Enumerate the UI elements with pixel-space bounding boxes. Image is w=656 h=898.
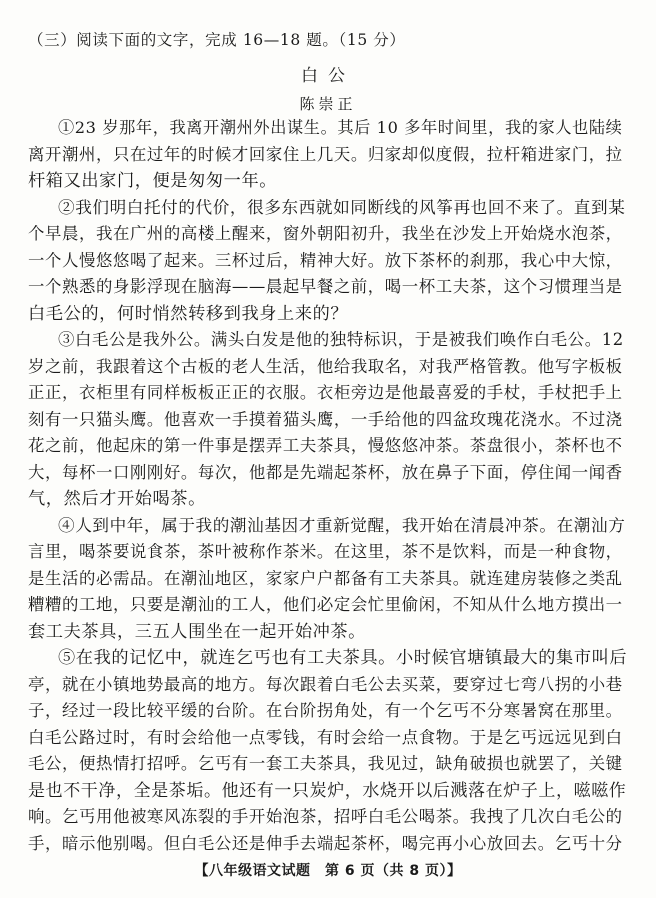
text-line: 套工夫茶具，三五人围坐在一起开始冲茶。 <box>28 621 366 642</box>
text-line: 是生活的必需品。在潮汕地区，家家户户都备有工夫茶具。就连建房装修之类乱 <box>28 568 623 588</box>
text-line: 离开潮州，只在过年的时候才回家住上几天。归家却似度假，拉杆箱进家门，拉 <box>28 144 623 164</box>
text-line: 是也不干净，全是茶垢。他还有一只炭炉，水烧开以后溅落在炉子上，嗞嗞作 <box>28 780 627 801</box>
text-line: 一个人慢悠悠喝了起来。三杯过后，精神大好。放下茶杯的刹那，我心中大惊， <box>28 250 623 270</box>
text-line: 个早晨，我在广州的高楼上醒来，窗外朝阳初升，我坐在沙发上开始烧水泡茶， <box>28 224 623 243</box>
text-line: 言里，喝茶要说食茶，茶叶被称作茶米。在这里，茶不是饮料，而是一种食物， <box>28 542 623 561</box>
page-footer: 【八年级语文试题 第 6 页（共 8 页）】 <box>194 863 462 879</box>
text-line: 糟糟的工地，只要是潮汕的工人，他们必定会忙里偷闲，不知从什么地方摸出一 <box>28 595 623 614</box>
text-line: ④人到中年，属于我的潮汕基因才重新觉醒，我开始在清晨冲茶。在潮汕方 <box>58 515 626 535</box>
article-author: 陈崇正 <box>299 95 357 113</box>
text-line: 响。乞丐用他被寒风冻裂的手开始泡茶，招呼白毛公喝茶。我拽了几次白毛公的 <box>28 807 623 826</box>
text-line: 白毛公的，何时悄然转移到我身上来的？ <box>28 303 349 324</box>
section-heading: （三）阅读下面的文字，完成 16—18 题。（15 分） <box>28 31 406 49</box>
text-line: 杆箱又出家门，便是匆匆一年。 <box>28 171 278 191</box>
text-line: 岁之前，我跟着这个古板的老人生活，他给我取名，对我严格管教。他写字板板 <box>28 356 623 376</box>
text-line: 气，然后才开始喝茶。 <box>28 489 206 509</box>
text-line: 正正，衣柜里有同样板板正正的衣服。衣柜旁边是他最喜爱的手杖，手杖把手上 <box>28 383 623 402</box>
text-line: 大，每杯一口刚刚好。每次，他都是先端起茶杯，放在鼻子下面，停住闻一闻香 <box>28 462 623 482</box>
text-line: 亭，就在小镇地势最高的地方。每次跟着白毛公去买菜，要穿过七弯八拐的小巷 <box>28 674 623 694</box>
text-line: ①23 岁那年，我离开潮州外出谋生。其后 10 多年时间里，我的家人也陆续 <box>58 118 623 137</box>
text-line: 刻有一只猫头鹰。他喜欢一手摸着猫头鹰，一手给他的四盆玫瑰花浇水。不过浇 <box>28 409 623 429</box>
text-line: ③白毛公是我外公。满头白发是他的独特标识，于是被我们唤作白毛公。12 <box>58 330 624 349</box>
text-line: ⑤在我的记忆中，就连乞丐也有工夫茶具。小时候官塘镇最大的集市叫后 <box>58 648 628 668</box>
text-line: 白毛公路过时，有时会给他一点零钱，有时会给一点食物。于是乞丐远远见到白 <box>28 727 623 747</box>
text-line: 一个熟悉的身影浮现在脑海——晨起早餐之前，喝一杯工夫茶，这个习惯理当是 <box>28 277 623 296</box>
text-line: 子，经过一段比较平缓的台阶。在台阶拐角处，有一个乞丐不分寒暑窝在那里。 <box>28 701 623 720</box>
text-line: 花之前，他起床的第一件事是摆弄工夫茶具，慢悠悠冲茶。茶盘很小，茶杯也不 <box>28 436 623 455</box>
article-title: 白公 <box>301 66 355 86</box>
text-line: ②我们明白托付的代价，很多东西就如同断线的风筝再也回不来了。直到某 <box>58 197 626 217</box>
text-line: 手，暗示他别喝。但白毛公还是伸手去端起茶杯，喝完再小心放回去。乞丐十分 <box>28 833 623 853</box>
text-line: 毛公，便热情打招呼。乞丐有一套工夫茶具，我见过，缺角破损也就罢了，关键 <box>28 754 623 773</box>
